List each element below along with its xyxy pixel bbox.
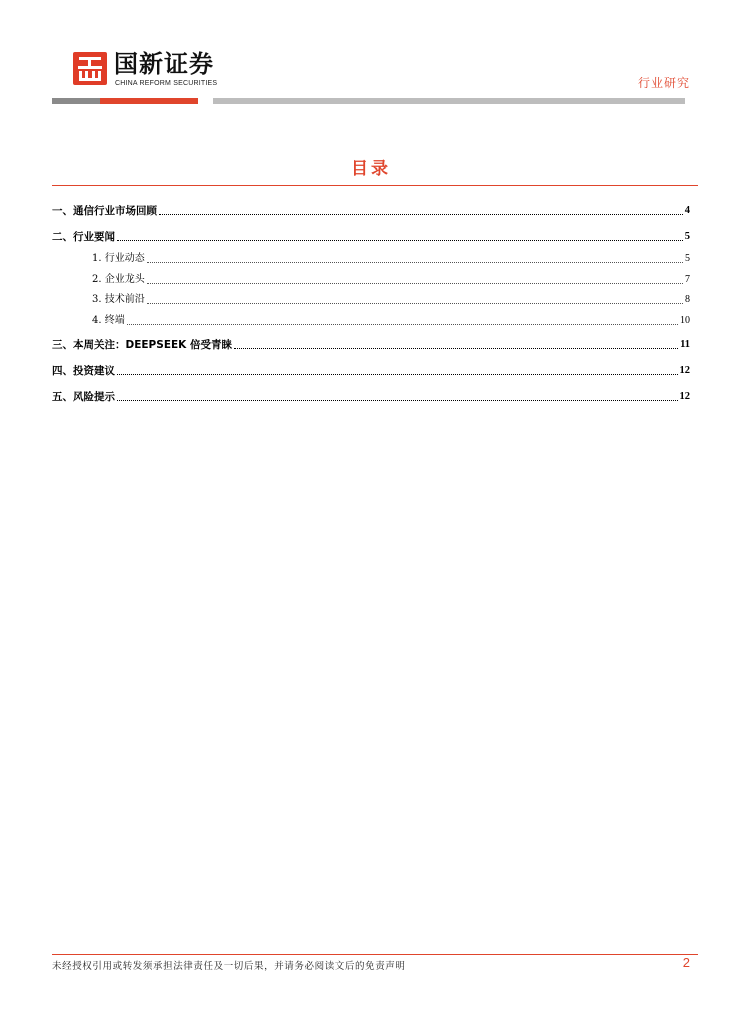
toc-entry[interactable] [52,332,690,352]
toc-entry[interactable] [52,384,690,404]
toc-entry-text: 4. 终端 [92,314,125,326]
footer-disclaimer: 未经授权引用或转发须承担法律责任及一切后果，并请务必阅读文后的免责声明 [52,961,406,972]
page-number: 2 [682,955,690,970]
toc-entry-page: 8 [685,294,690,305]
toc-title: 目录 [351,159,391,179]
toc-entry[interactable] [52,358,690,378]
toc-subentry[interactable] [52,250,690,266]
company-name-cn: 国新证券 [114,50,214,78]
toc-entry-page: 12 [679,391,690,402]
company-logo-icon [73,52,107,85]
toc-entry-text: 五、风险提示 [52,391,115,403]
toc-entry-page: 11 [680,339,690,350]
toc-entry-page: 7 [685,273,690,285]
report-type-label: 行业研究 [637,76,690,90]
toc-subentry[interactable] [52,271,690,287]
toc-entry[interactable] [52,224,690,244]
toc-dot-leader [147,302,683,304]
toc-dot-leader [159,213,683,215]
header-bar-gray-left [52,98,100,104]
toc-entry-text: 三、本周关注：DEEPSEEK 倍受青睐 [52,339,232,351]
toc-dot-leader [117,239,683,241]
toc-entry-text: 二、行业要闻 [52,231,115,243]
toc-entry-page: 10 [680,314,690,326]
page-header [0,0,742,110]
toc-entry-page: 5 [684,231,690,242]
toc-entry-text: 一、通信行业市场回顾 [52,205,157,217]
toc-subentry[interactable] [52,291,690,307]
toc-subentry[interactable] [52,312,690,328]
toc-dot-leader [234,347,678,349]
header-bar-red [100,98,198,104]
toc-dot-leader [147,282,683,284]
toc-dot-leader [117,373,678,375]
table-of-contents [52,198,690,410]
toc-entry[interactable] [52,198,690,218]
toc-title-divider [52,185,698,186]
toc-dot-leader [117,399,678,401]
toc-entry-text: 3. 技术前沿 [92,294,145,305]
footer-divider [52,954,698,955]
toc-entry-text: 1. 行业动态 [92,253,145,264]
toc-entry-text: 四、投资建议 [52,365,115,377]
company-name-en: CHINA REFORM SECURITIES [115,80,218,87]
toc-entry-page: 4 [684,205,690,216]
header-bar-gray-right [213,98,685,104]
toc-entry-page: 5 [685,253,690,264]
toc-entry-page: 12 [679,365,690,376]
toc-dot-leader [147,261,683,263]
toc-dot-leader [127,323,678,325]
toc-entry-text: 2. 企业龙头 [92,273,145,285]
